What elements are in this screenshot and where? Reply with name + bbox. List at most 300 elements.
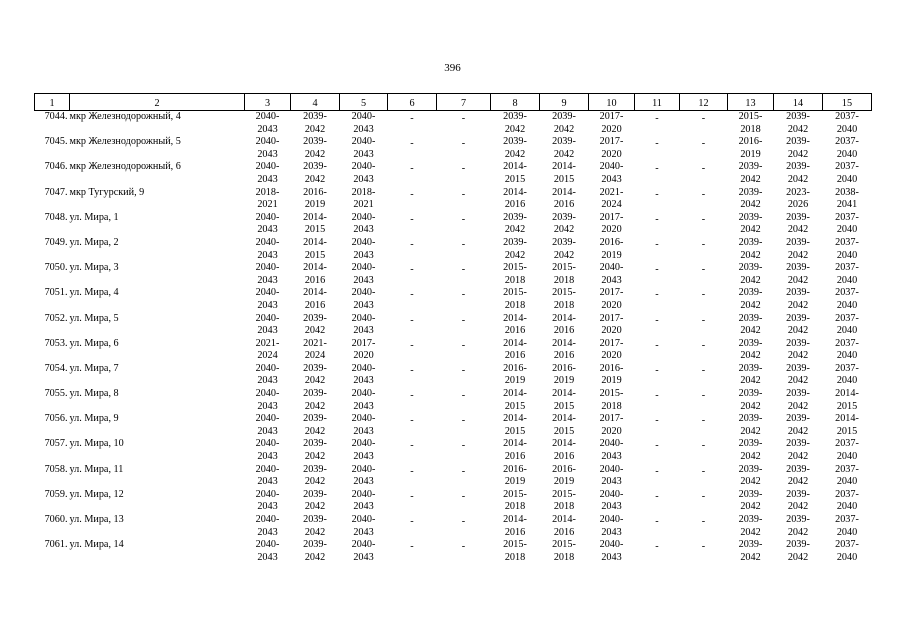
period-cell xyxy=(291,161,340,186)
period-cell xyxy=(491,212,540,237)
period-start: 2039- xyxy=(552,136,576,148)
column-header-10: 10 xyxy=(589,94,635,111)
period-start: 2037- xyxy=(835,362,859,374)
period-start: 2017- xyxy=(351,337,376,349)
period-cell xyxy=(491,489,540,514)
period-start: 2038- xyxy=(835,186,859,198)
period-start: 2014- xyxy=(503,161,527,173)
row-number: 7050. xyxy=(44,262,68,274)
column-header-2: 2 xyxy=(70,94,245,111)
period-start: 2037- xyxy=(835,438,859,450)
period-end: 2015 xyxy=(836,425,858,437)
table-row xyxy=(35,212,872,237)
empty-cell: - xyxy=(655,188,659,200)
period-end: 2018 xyxy=(504,299,526,311)
period-start: 2014- xyxy=(503,413,527,425)
period-end: 2043 xyxy=(601,476,622,488)
period-cell xyxy=(340,136,388,161)
period-start: 2037- xyxy=(835,312,859,324)
period-end: 2043 xyxy=(601,501,622,513)
table-row xyxy=(35,388,872,413)
period-end: 2043 xyxy=(353,476,374,488)
period-start: 2040- xyxy=(599,539,624,551)
period-end: 2020 xyxy=(353,350,374,362)
period-cell xyxy=(540,514,589,539)
period-cell xyxy=(291,212,340,237)
period-start: 2015- xyxy=(503,539,527,551)
period-end: 2042 xyxy=(553,249,575,261)
period-end: 2042 xyxy=(553,148,575,160)
column-header-6: 6 xyxy=(388,94,437,111)
period-end: 2042 xyxy=(740,173,761,185)
period-start: 2039- xyxy=(738,236,763,248)
period-start: 2040- xyxy=(255,111,280,122)
period-end: 2016 xyxy=(553,199,575,211)
period-cell xyxy=(540,136,589,161)
period-end: 2043 xyxy=(353,123,374,135)
period-cell xyxy=(245,438,291,463)
period-end: 2016 xyxy=(553,325,575,337)
row-address: ул. Мира, 1 xyxy=(69,211,119,223)
period-start: 2040- xyxy=(599,463,624,475)
period-cell xyxy=(823,514,872,539)
row-address: ул. Мира, 5 xyxy=(69,312,119,324)
period-start: 2014- xyxy=(552,186,576,198)
table-row xyxy=(35,363,872,388)
period-cell xyxy=(728,212,774,237)
period-end: 2043 xyxy=(257,400,278,412)
table-row xyxy=(35,489,872,514)
column-header-14: 14 xyxy=(774,94,823,111)
period-start: 2017- xyxy=(599,312,624,324)
period-end: 2016 xyxy=(504,451,526,463)
period-start: 2039- xyxy=(303,362,327,374)
period-end: 2042 xyxy=(787,350,809,362)
period-start: 2039- xyxy=(503,236,527,248)
period-cell xyxy=(540,388,589,413)
period-end: 2018 xyxy=(553,501,575,513)
period-cell xyxy=(823,464,872,489)
period-end: 2020 xyxy=(601,123,622,135)
period-cell xyxy=(774,287,823,312)
period-cell xyxy=(291,262,340,287)
period-start: 2023- xyxy=(786,186,810,198)
period-cell xyxy=(823,388,872,413)
empty-cell: - xyxy=(410,264,414,276)
period-end: 2042 xyxy=(304,451,326,463)
period-end: 2018 xyxy=(740,123,761,135)
empty-cell: - xyxy=(655,339,659,351)
row-number: 7045. xyxy=(44,136,68,148)
period-cell xyxy=(823,287,872,312)
period-start: 2014- xyxy=(503,337,527,349)
period-cell xyxy=(245,313,291,338)
period-end: 2020 xyxy=(601,299,622,311)
period-cell xyxy=(340,539,388,564)
row-number: 7055. xyxy=(44,388,68,400)
period-end: 2040 xyxy=(836,123,858,135)
period-start: 2018- xyxy=(351,186,376,198)
period-cell xyxy=(245,187,291,212)
empty-cell: - xyxy=(461,238,466,250)
period-cell xyxy=(291,388,340,413)
period-start: 2015- xyxy=(503,262,527,274)
period-end: 2018 xyxy=(601,400,622,412)
empty-cell: - xyxy=(410,213,414,225)
empty-cell: - xyxy=(701,364,706,376)
period-end: 2020 xyxy=(601,350,622,362)
period-end: 2042 xyxy=(740,400,761,412)
period-end: 2021 xyxy=(257,199,278,211)
period-end: 2016 xyxy=(553,350,575,362)
period-start: 2039- xyxy=(786,438,810,450)
period-start: 2039- xyxy=(738,287,763,299)
empty-cell: - xyxy=(701,339,706,351)
period-start: 2037- xyxy=(835,337,859,349)
period-cell xyxy=(491,111,540,137)
period-start: 2039- xyxy=(303,161,327,173)
period-start: 2015- xyxy=(552,262,576,274)
period-end: 2016 xyxy=(504,325,526,337)
period-cell xyxy=(340,287,388,312)
period-cell xyxy=(728,262,774,287)
period-end: 2016 xyxy=(504,350,526,362)
empty-cell: - xyxy=(701,465,706,477)
period-start: 2040- xyxy=(351,514,376,525)
period-end: 2021 xyxy=(353,199,374,211)
period-start: 2039- xyxy=(738,312,763,324)
period-cell xyxy=(291,136,340,161)
period-end: 2042 xyxy=(740,274,761,286)
empty-cell: - xyxy=(410,138,414,150)
period-start: 2039- xyxy=(303,413,327,425)
period-start: 2039- xyxy=(786,514,810,525)
empty-cell: - xyxy=(410,440,414,452)
period-end: 2042 xyxy=(787,224,809,236)
period-cell xyxy=(540,438,589,463)
period-start: 2039- xyxy=(738,362,763,374)
table-row xyxy=(35,313,872,338)
period-cell xyxy=(291,438,340,463)
row-address: мкр Железнодорожный, 6 xyxy=(69,161,181,173)
period-cell xyxy=(589,489,635,514)
period-end: 2043 xyxy=(601,551,622,563)
period-cell xyxy=(340,413,388,438)
table-row xyxy=(35,338,872,363)
period-start: 2040- xyxy=(351,438,376,450)
period-end: 2042 xyxy=(304,425,326,437)
period-cell xyxy=(491,313,540,338)
row-address: ул. Мира, 6 xyxy=(69,337,119,349)
period-end: 2042 xyxy=(304,400,326,412)
period-end: 2043 xyxy=(353,375,374,387)
period-start: 2039- xyxy=(786,136,810,148)
empty-cell: - xyxy=(410,339,414,351)
empty-cell: - xyxy=(461,113,466,124)
period-cell xyxy=(774,212,823,237)
period-start: 2039- xyxy=(786,337,810,349)
period-end: 2042 xyxy=(740,299,761,311)
period-start: 2040- xyxy=(351,539,376,551)
period-end: 2040 xyxy=(836,148,858,160)
period-cell xyxy=(589,287,635,312)
period-cell xyxy=(340,338,388,363)
period-cell xyxy=(728,363,774,388)
period-end: 2043 xyxy=(257,325,278,337)
period-end: 2043 xyxy=(353,325,374,337)
period-cell xyxy=(540,287,589,312)
period-end: 2042 xyxy=(787,274,809,286)
empty-cell: - xyxy=(655,138,659,150)
period-cell xyxy=(540,413,589,438)
period-end: 2040 xyxy=(836,451,858,463)
period-start: 2039- xyxy=(786,413,810,425)
empty-cell: - xyxy=(701,238,706,250)
period-end: 2043 xyxy=(257,173,278,185)
period-start: 2017- xyxy=(599,111,624,122)
period-cell xyxy=(774,413,823,438)
period-start: 2017- xyxy=(599,337,624,349)
empty-cell: - xyxy=(461,364,466,376)
table-row xyxy=(35,111,872,137)
period-cell xyxy=(491,338,540,363)
period-start: 2039- xyxy=(738,539,763,551)
period-start: 2039- xyxy=(503,211,527,223)
empty-cell: - xyxy=(701,440,706,452)
period-start: 2039- xyxy=(738,186,763,198)
period-end: 2043 xyxy=(353,451,374,463)
period-cell xyxy=(774,161,823,186)
period-start: 2014- xyxy=(552,438,576,450)
period-start: 2039- xyxy=(738,211,763,223)
period-cell xyxy=(589,539,635,564)
period-cell xyxy=(245,237,291,262)
period-end: 2019 xyxy=(740,148,761,160)
period-end: 2040 xyxy=(836,224,858,236)
row-address: ул. Мира, 12 xyxy=(69,488,124,500)
period-end: 2042 xyxy=(740,350,761,362)
row-number: 7054. xyxy=(44,362,68,374)
period-start: 2039- xyxy=(303,111,327,122)
period-end: 2040 xyxy=(836,526,858,538)
period-end: 2041 xyxy=(836,199,858,211)
empty-cell: - xyxy=(410,541,414,553)
period-end: 2042 xyxy=(787,325,809,337)
period-start: 2014- xyxy=(303,236,327,248)
empty-cell: - xyxy=(701,163,706,175)
period-start: 2014- xyxy=(303,211,327,223)
period-cell xyxy=(589,136,635,161)
period-start: 2017- xyxy=(599,211,624,223)
period-cell xyxy=(245,539,291,564)
period-start: 2040- xyxy=(599,262,624,274)
period-start: 2039- xyxy=(303,312,327,324)
period-cell xyxy=(728,187,774,212)
period-start: 2016- xyxy=(599,362,624,374)
period-cell xyxy=(774,262,823,287)
period-start: 2014- xyxy=(835,413,859,425)
row-number: 7051. xyxy=(44,287,68,299)
empty-cell: - xyxy=(701,289,706,301)
period-end: 2026 xyxy=(787,199,809,211)
column-header-1: 1 xyxy=(35,94,70,111)
period-end: 2043 xyxy=(257,526,278,538)
period-end: 2020 xyxy=(601,325,622,337)
period-cell xyxy=(823,313,872,338)
period-start: 2039- xyxy=(738,161,763,173)
period-start: 2014- xyxy=(835,388,859,400)
period-cell xyxy=(540,262,589,287)
period-start: 2037- xyxy=(835,262,859,274)
period-cell xyxy=(589,388,635,413)
empty-cell: - xyxy=(410,314,414,326)
period-cell xyxy=(728,111,774,137)
period-start: 2016- xyxy=(552,463,576,475)
period-start: 2039- xyxy=(738,438,763,450)
period-cell xyxy=(589,438,635,463)
period-start: 2040- xyxy=(351,111,376,122)
row-number: 7044. xyxy=(44,111,68,122)
period-cell xyxy=(491,464,540,489)
period-cell xyxy=(774,363,823,388)
table-row xyxy=(35,413,872,438)
period-cell xyxy=(245,338,291,363)
period-cell xyxy=(245,287,291,312)
period-start: 2040- xyxy=(255,362,280,374)
period-end: 2042 xyxy=(787,501,809,513)
period-start: 2040- xyxy=(255,262,280,274)
empty-cell: - xyxy=(410,163,414,175)
period-start: 2018- xyxy=(255,186,280,198)
period-cell xyxy=(491,136,540,161)
period-end: 2019 xyxy=(504,476,526,488)
period-end: 2043 xyxy=(257,551,278,563)
period-cell xyxy=(774,539,823,564)
period-start: 2040- xyxy=(255,539,280,551)
period-end: 2042 xyxy=(787,526,809,538)
empty-cell: - xyxy=(410,113,414,124)
period-end: 2042 xyxy=(787,400,809,412)
period-end: 2016 xyxy=(504,526,526,538)
period-cell xyxy=(728,161,774,186)
period-start: 2039- xyxy=(738,388,763,400)
period-end: 2015 xyxy=(304,224,326,236)
period-start: 2040- xyxy=(255,312,280,324)
period-end: 2043 xyxy=(257,425,278,437)
table-row xyxy=(35,464,872,489)
period-cell xyxy=(291,489,340,514)
empty-cell: - xyxy=(701,213,706,225)
period-cell xyxy=(340,313,388,338)
period-start: 2014- xyxy=(552,413,576,425)
empty-cell: - xyxy=(701,490,706,502)
empty-cell: - xyxy=(655,314,659,326)
period-end: 2018 xyxy=(553,299,575,311)
period-end: 2043 xyxy=(601,451,622,463)
period-start: 2039- xyxy=(303,488,327,500)
table-row xyxy=(35,287,872,312)
period-cell xyxy=(589,363,635,388)
period-start: 2037- xyxy=(835,539,859,551)
period-start: 2016- xyxy=(599,236,624,248)
row-address: ул. Мира, 4 xyxy=(69,287,119,299)
period-end: 2042 xyxy=(504,123,526,135)
period-cell xyxy=(728,413,774,438)
period-end: 2042 xyxy=(504,249,526,261)
row-number: 7053. xyxy=(44,337,68,349)
page-number: 396 xyxy=(444,62,461,74)
period-start: 2014- xyxy=(503,312,527,324)
period-cell xyxy=(245,136,291,161)
period-end: 2042 xyxy=(787,123,809,135)
period-start: 2015- xyxy=(552,488,576,500)
period-start: 2039- xyxy=(786,312,810,324)
period-end: 2019 xyxy=(553,476,575,488)
row-number: 7060. xyxy=(44,514,68,525)
period-start: 2015- xyxy=(503,488,527,500)
period-cell xyxy=(491,161,540,186)
row-number: 7049. xyxy=(44,236,68,248)
period-start: 2021- xyxy=(303,337,327,349)
period-cell xyxy=(491,388,540,413)
column-header-15: 15 xyxy=(823,94,872,111)
empty-cell: - xyxy=(655,289,659,301)
empty-cell: - xyxy=(655,264,659,276)
period-start: 2039- xyxy=(303,463,327,475)
period-end: 2042 xyxy=(787,551,809,563)
period-end: 2016 xyxy=(304,299,326,311)
period-end: 2016 xyxy=(553,526,575,538)
period-start: 2040- xyxy=(599,438,624,450)
period-cell xyxy=(823,539,872,564)
period-cell xyxy=(291,539,340,564)
period-end: 2043 xyxy=(353,501,374,513)
period-cell xyxy=(589,413,635,438)
period-cell xyxy=(491,287,540,312)
period-cell xyxy=(823,438,872,463)
empty-cell: - xyxy=(655,516,659,527)
empty-cell: - xyxy=(461,465,466,477)
empty-cell: - xyxy=(410,238,414,250)
period-start: 2021- xyxy=(255,337,280,349)
empty-cell: - xyxy=(655,440,659,452)
period-end: 2040 xyxy=(836,173,858,185)
period-cell xyxy=(728,338,774,363)
period-cell xyxy=(340,111,388,137)
period-start: 2040- xyxy=(351,388,376,400)
period-cell xyxy=(728,136,774,161)
period-cell xyxy=(823,161,872,186)
period-end: 2015 xyxy=(553,400,575,412)
period-start: 2040- xyxy=(351,413,376,425)
period-cell xyxy=(340,489,388,514)
period-end: 2043 xyxy=(353,400,374,412)
period-end: 2040 xyxy=(836,476,858,488)
period-start: 2037- xyxy=(835,211,859,223)
empty-cell: - xyxy=(461,213,466,225)
period-cell xyxy=(245,363,291,388)
period-cell xyxy=(823,187,872,212)
table-row xyxy=(35,262,872,287)
period-cell xyxy=(589,111,635,137)
period-start: 2016- xyxy=(503,463,527,475)
header-row xyxy=(35,94,872,111)
period-cell xyxy=(291,111,340,137)
period-start: 2015- xyxy=(503,287,527,299)
period-cell xyxy=(340,237,388,262)
period-cell xyxy=(589,313,635,338)
period-end: 2016 xyxy=(504,199,526,211)
